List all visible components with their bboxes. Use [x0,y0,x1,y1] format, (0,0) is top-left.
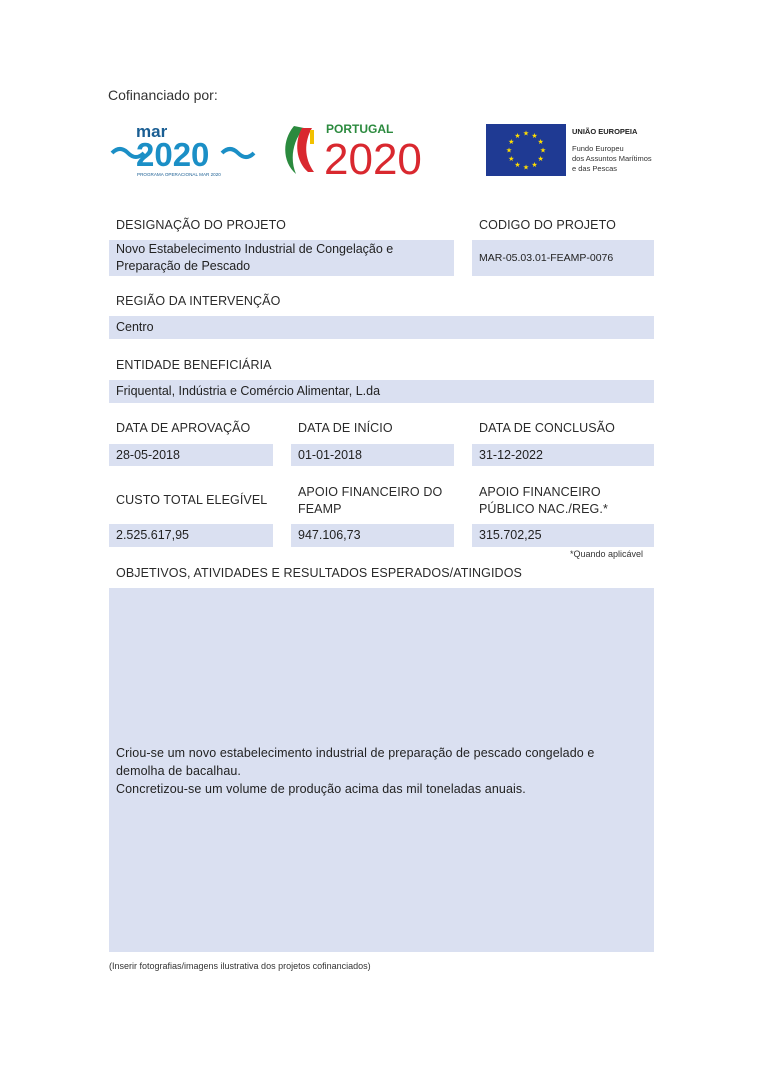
quando-aplicavel-note: *Quando aplicável [570,549,644,559]
eu-star-icon: ★ [531,162,538,170]
eu-star-icon: ★ [537,156,544,163]
portugal2020-logo [280,118,460,180]
cofinanciado-label: Cofinanciado por: [108,87,218,103]
apoio-feamp-label: APOIO FINANCEIRO DO FEAMP [298,485,443,516]
eu-star-icon: ★ [539,147,547,155]
mar-subtitle: PROGRAMA OPERACIONAL MAR 2020 [137,172,221,177]
data-conclusao-label: DATA DE CONCLUSÃO [479,421,615,435]
objetivos-line3: Concretizou-se um volume de produção acima das mil toneladas anuais. [116,782,526,796]
mar2020-logo [110,120,260,180]
designacao-value: Novo Estabelecimento Industrial de Congelação e Preparação de Pescado [109,240,454,276]
eu-logo [486,122,656,178]
eu-line1: Fundo Europeu [572,144,624,153]
custo-total-value: 2.525.617,95 [109,524,273,547]
eu-title: UNIÃO EUROPEIA [572,127,638,136]
eu-star-icon: ★ [508,139,515,146]
objetivos-line1: Criou-se um novo estabelecimento industrial de preparação de pescado congelado e [116,746,595,760]
data-inicio-label: DATA DE INÍCIO [298,421,393,435]
data-aprovacao-label: DATA DE APROVAÇÃO [116,421,251,435]
eu-star-icon: ★ [522,164,530,172]
data-aprovacao-value: 28-05-2018 [109,444,273,466]
data-conclusao-value: 31-12-2022 [472,444,654,466]
eu-line2: dos Assuntos Marítimos [572,154,652,163]
eu-star-icon: ★ [505,147,513,155]
objetivos-line2: demolha de bacalhau. [116,764,242,778]
eu-star-icon: ★ [522,130,530,138]
pt-year: 2020 [324,135,422,180]
objetivos-box [109,588,654,952]
custo-total-label: CUSTO TOTAL ELEGÍVEL [116,493,268,507]
eu-star-icon: ★ [508,156,515,163]
codigo-value: MAR-05.03.01-FEAMP-0076 [472,240,654,276]
apoio-feamp-value: 947.106,73 [291,524,454,547]
mar-word: mar [136,122,168,141]
pt-yellow-bar-icon [310,130,314,144]
eu-star-icon: ★ [531,132,538,140]
apoio-publico-value: 315.702,25 [472,524,654,547]
wave-right-icon [222,149,254,157]
eu-line3: e das Pescas [572,164,618,173]
codigo-label: CODIGO DO PROJETO [479,218,616,232]
apoio-publico-label: APOIO FINANCEIRO PÚBLICO NAC./REG.* [479,485,608,516]
regiao-value: Centro [109,316,654,339]
objetivos-label: OBJETIVOS, ATIVIDADES E RESULTADOS ESPERADOS/ATINGIDOS [116,566,522,580]
eu-star-icon: ★ [514,132,521,140]
pt-country-word: PORTUGAL [326,122,394,136]
data-inicio-value: 01-01-2018 [291,444,454,466]
entidade-value: Friquental, Indústria e Comércio Alimentar, L.da [109,380,654,403]
designacao-label: DESIGNAÇÃO DO PROJETO [116,218,286,232]
entidade-label: ENTIDADE BENEFICIÁRIA [116,358,272,372]
eu-star-icon: ★ [514,162,521,170]
eu-star-icon: ★ [537,139,544,146]
mar-year: 2020 [136,136,210,173]
footnote: (Inserir fotografias/imagens ilustrativa dos projetos cofinanciados) [109,961,371,971]
regiao-label: REGIÃO DA INTERVENÇÃO [116,294,281,308]
